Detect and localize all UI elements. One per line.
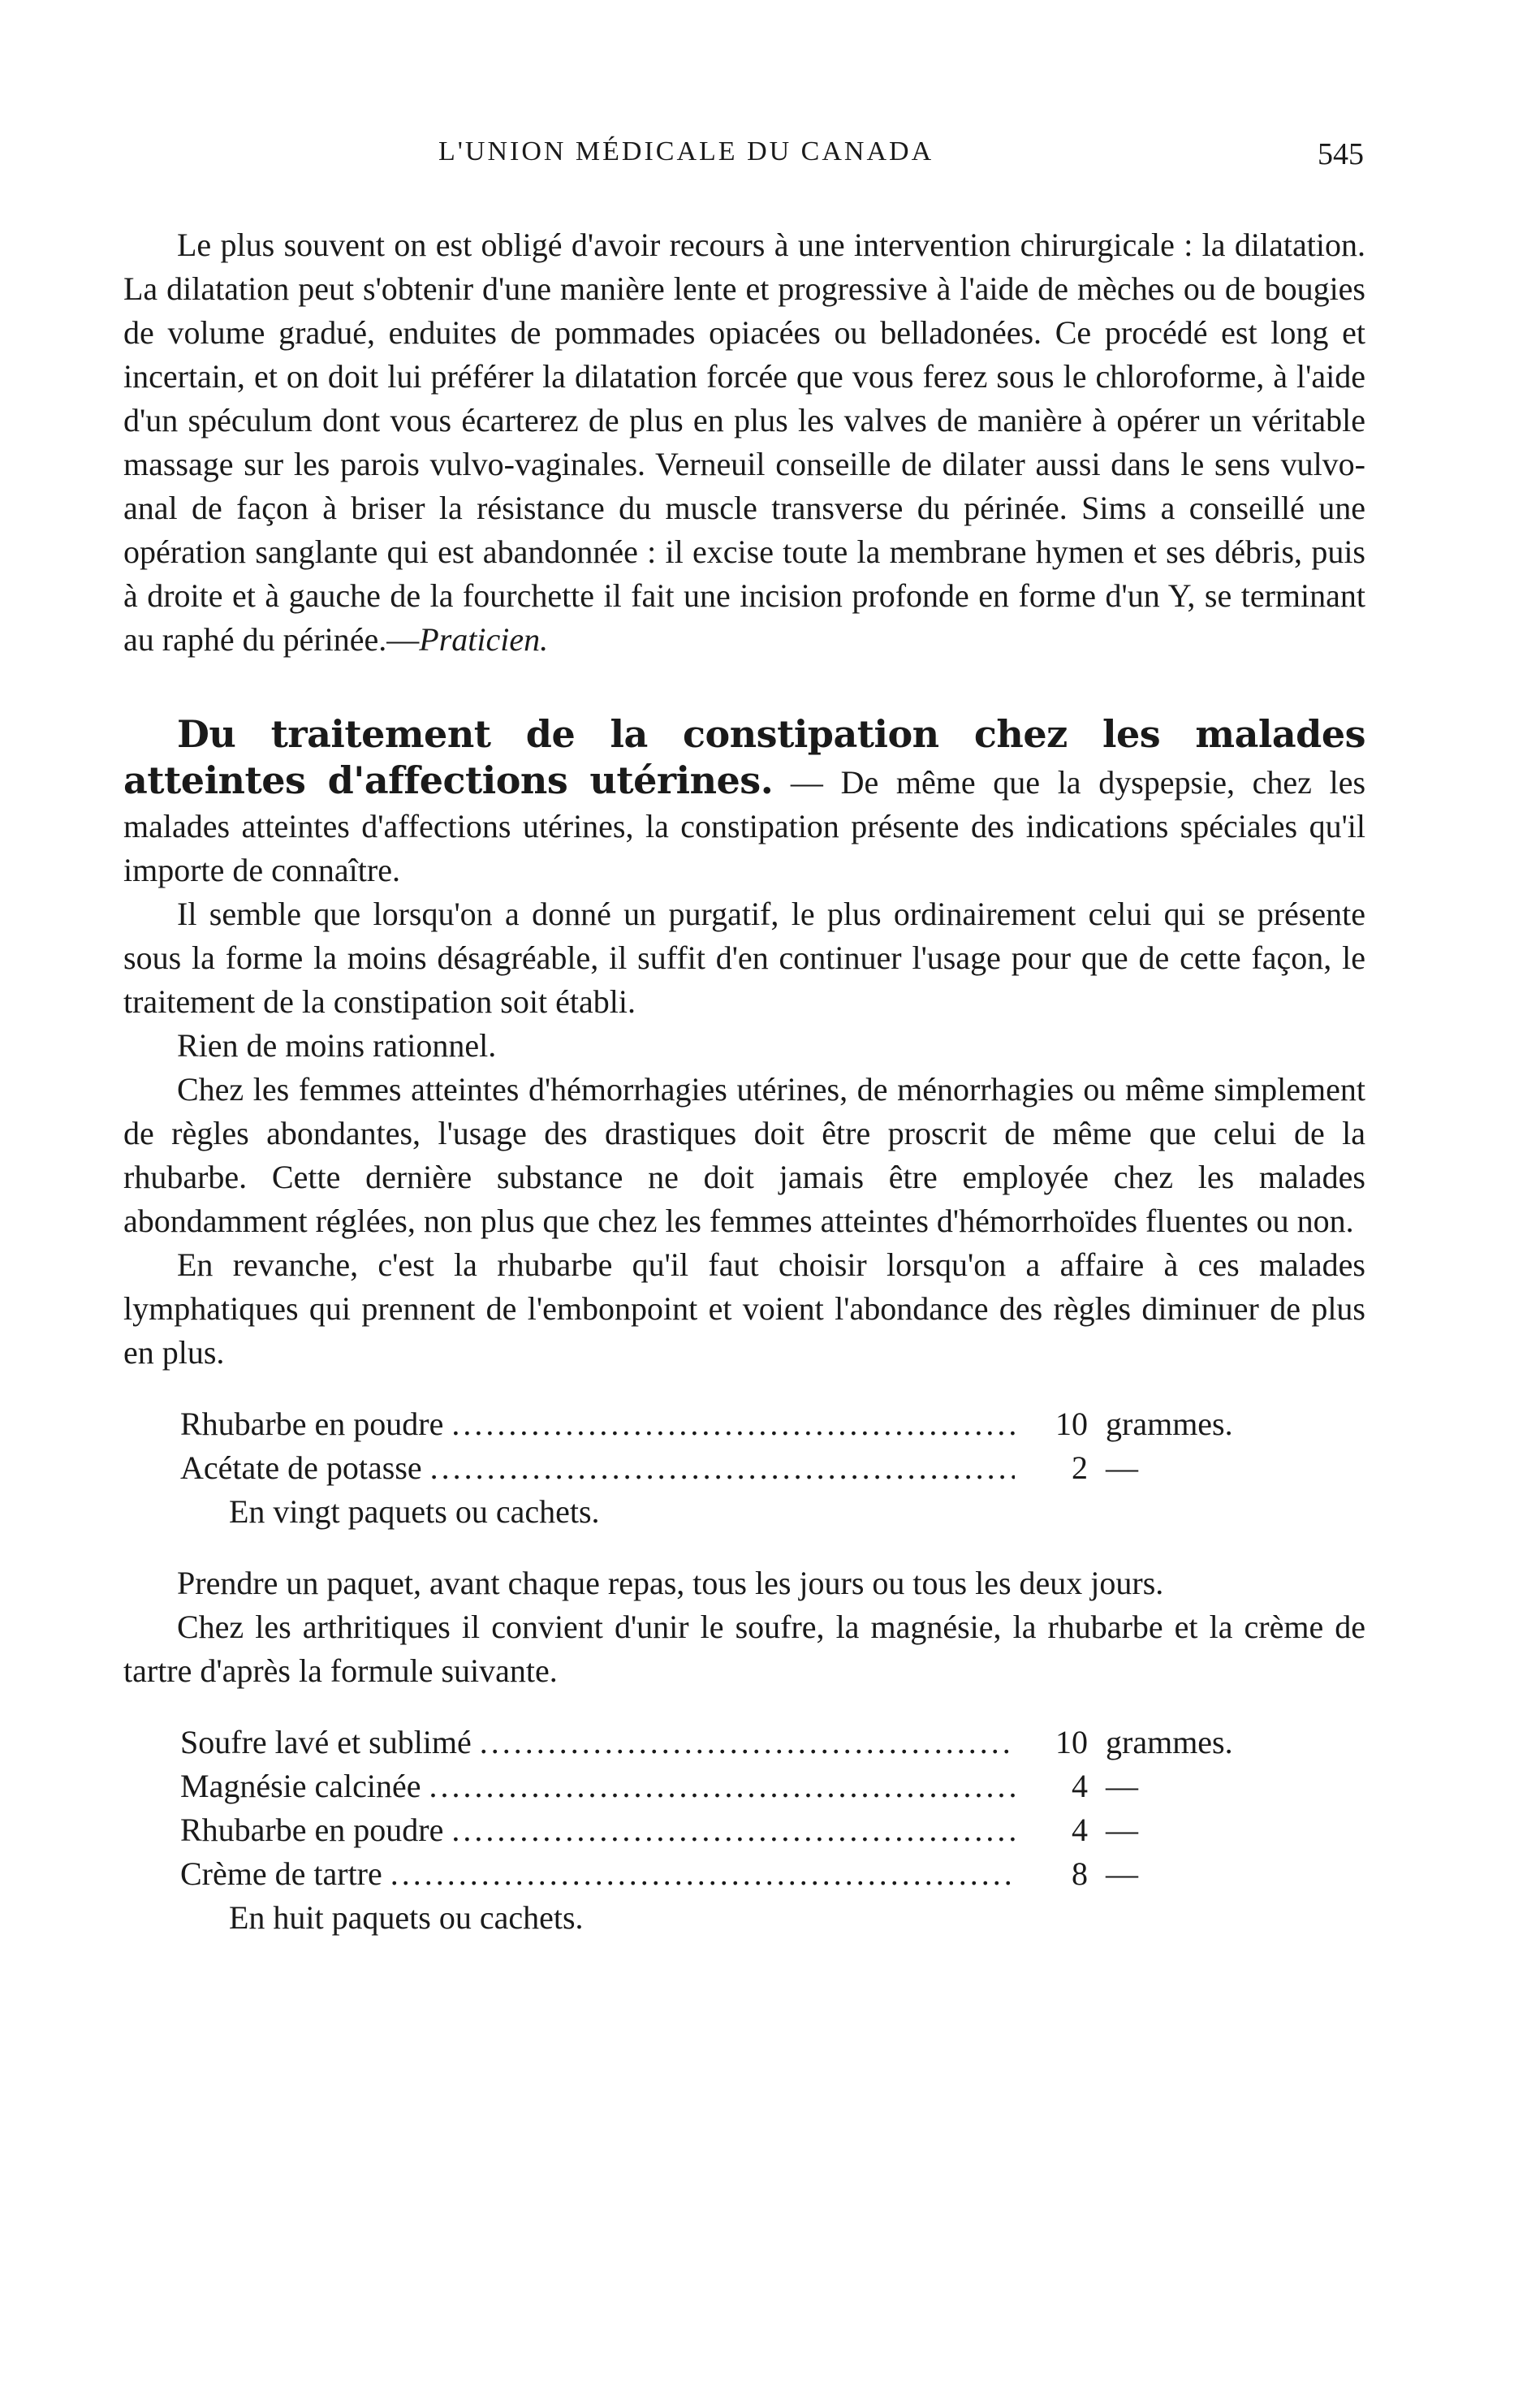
prescription-item xyxy=(180,1808,1349,1852)
ingredient-unit: grammes. xyxy=(1106,1724,1233,1760)
ingredient-quantity: 2 xyxy=(1072,1449,1088,1486)
prescription-item xyxy=(180,1721,1349,1764)
ingredient-name: Crème de tartre xyxy=(180,1855,382,1892)
prescription-item xyxy=(180,1402,1349,1446)
running-head xyxy=(122,136,1364,185)
section-dash: — xyxy=(773,764,841,801)
section-title: Du traitement de la constipation chez les malades atteintes d'affections utérines. xyxy=(123,712,1365,802)
dot-leader xyxy=(451,1808,1015,1852)
ingredient-unit: — xyxy=(1106,1812,1138,1848)
paragraph-text: Le plus souvent on est obligé d'avoir recours à une intervention chirurgicale : la dilatation. La dilatation peut s'obtenir d'une manière lente et progressive à l'aide de mèches ou de bougies de volume gradué, enduites de pommades opiacées ou belladonées. Ce procédé est long et incertain, et on doit lui préférer la dilatation forcée que vous ferez sous le chloroforme, à l'aide d'un spéculum dont vous écarterez de plus en plus les valves de manière à opérer un véritable massage sur les parois vulvo-vaginales. Verneuil conseille de dilater aussi dans le sens vulvo-anal de façon à briser la résistance du muscle transverse du périnée. Sims a conseillé une opération sanglante qui est abandonnée : il excise toute la membrane hymen et ses débris, puis à droite et à gauche de la fourchette il fait une incision profonde en forme d'un Y, se terminant au raphé du périnée.— xyxy=(123,227,1365,658)
ingredient-name: Rhubarbe en poudre xyxy=(180,1406,444,1442)
paragraph-rationnel: Rien de moins rationnel. xyxy=(177,1027,497,1064)
dot-leader xyxy=(480,1721,1015,1764)
section-lead-text: De même que la dyspepsie, chez les malades atteintes d'affections utérines, la constipation présente des indications spéciales qu'il importe de connaître. xyxy=(123,764,1366,888)
paragraph-dilatation xyxy=(123,223,1365,662)
paragraph-rhubarbe: En revanche, c'est la rhubarbe qu'il faut choisir lorsqu'on a affaire à ces malades lymphatiques qui prennent de l'embonpoint et voient l'abondance des règles diminuer de plus en plus. xyxy=(123,1246,1365,1371)
prescription-item xyxy=(180,1852,1349,1896)
section-intro xyxy=(123,712,1365,892)
paragraph-arthritiques: Chez les arthritiques il convient d'unir le soufre, la magnésie, la rhubarbe et la crème de tartre d'après la formule suivante. xyxy=(123,1609,1365,1689)
page-number: 545 xyxy=(1318,137,1364,171)
ingredient-unit: — xyxy=(1106,1855,1138,1892)
dot-leader xyxy=(451,1402,1015,1446)
prescription-rhubarbe xyxy=(123,1402,1365,1534)
ingredient-name: Rhubarbe en poudre xyxy=(180,1812,444,1848)
dot-leader xyxy=(430,1446,1015,1490)
ingredient-name: Soufre lavé et sublimé xyxy=(180,1724,472,1760)
ingredient-unit: — xyxy=(1106,1449,1138,1486)
ingredient-quantity: 10 xyxy=(1055,1724,1088,1760)
dot-leader xyxy=(390,1852,1015,1896)
source-citation: Praticien. xyxy=(419,621,549,658)
ingredient-quantity: 10 xyxy=(1055,1406,1088,1442)
ingredient-name: Magnésie calcinée xyxy=(180,1768,421,1804)
prescription-note: En vingt paquets ou cachets. xyxy=(229,1493,600,1530)
ingredient-quantity: 8 xyxy=(1072,1855,1088,1892)
dot-leader xyxy=(429,1764,1015,1808)
prescription-item xyxy=(180,1446,1349,1490)
ingredient-unit: grammes. xyxy=(1106,1406,1233,1442)
running-title: L'UNION MÉDICALE DU CANADA xyxy=(438,136,934,166)
ingredient-name: Acétate de potasse xyxy=(180,1449,422,1486)
prescription-note: En huit paquets ou cachets. xyxy=(229,1899,584,1936)
ingredient-unit: — xyxy=(1106,1768,1138,1804)
paragraph-hemorrhagies: Chez les femmes atteintes d'hémorrhagies utérines, de ménorrhagies ou même simplement de règles abondantes, l'usage des drastiques doit être proscrit de même que celui de la rhubarbe. Cette dernière substance ne doit jamais être employée chez les malades abondamment réglées, non plus que chez les femmes atteintes d'hémorrhoïdes fluentes ou non. xyxy=(123,1071,1365,1239)
ingredient-quantity: 4 xyxy=(1072,1768,1088,1804)
paragraph-posologie: Prendre un paquet, avant chaque repas, tous les jours ou tous les deux jours. xyxy=(177,1565,1164,1601)
paragraph-purgatif: Il semble que lorsqu'on a donné un purgatif, le plus ordinairement celui qui se présente sous la forme la moins désagréable, il suffit d'en continuer l'usage pour que de cette façon, le traitement de la constipation soit établi. xyxy=(123,896,1365,1020)
prescription-item xyxy=(180,1764,1349,1808)
prescription-soufre xyxy=(123,1721,1365,1940)
body-text xyxy=(123,223,1365,1967)
ingredient-quantity: 4 xyxy=(1072,1812,1088,1848)
